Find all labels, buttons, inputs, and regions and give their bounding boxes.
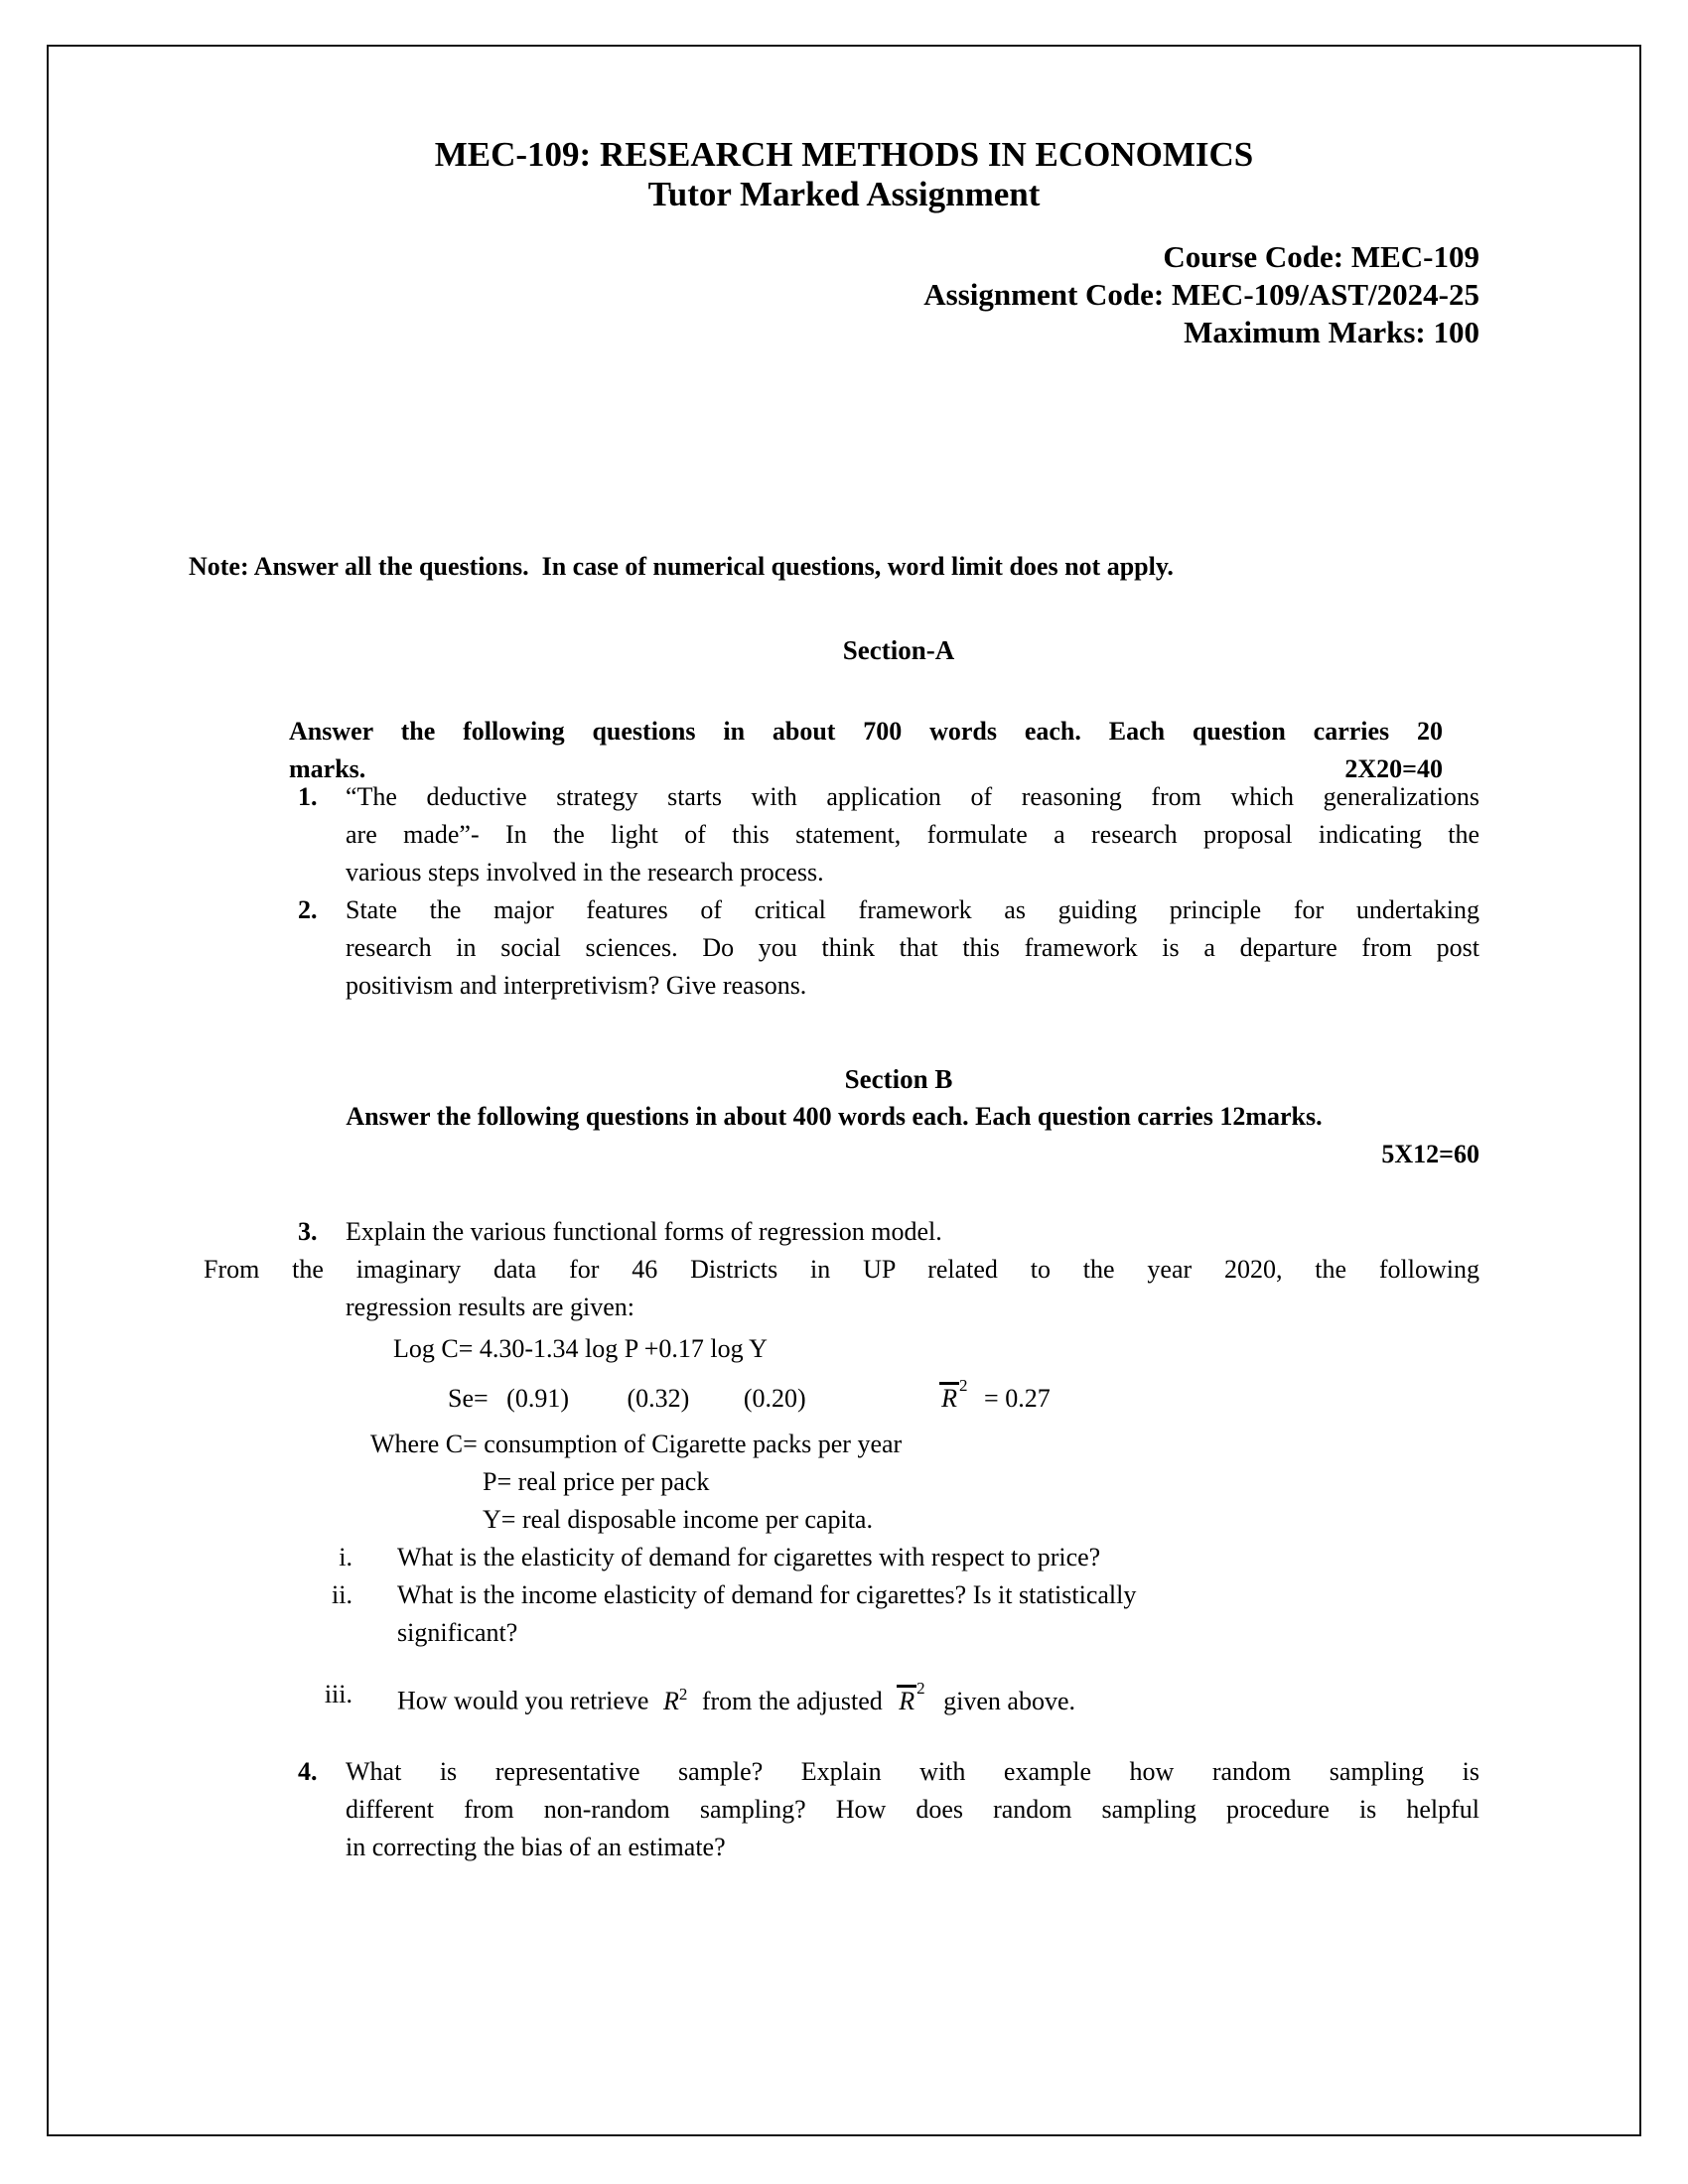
assignment-code: Assignment Code: MEC-109/AST/2024-25 <box>923 277 1479 312</box>
where-y-definition: Y= real disposable income per capita. <box>483 1505 873 1534</box>
se-value-2: (0.32) <box>627 1384 690 1413</box>
question-3-data-line2: regression results are given: <box>346 1293 634 1321</box>
question-4-line1: What is representative sample? Explain with example how random sampling is <box>346 1757 1479 1786</box>
course-code: Course Code: MEC-109 <box>1163 239 1479 274</box>
document-title-line1: MEC-109: RESEARCH METHODS IN ECONOMICS <box>434 135 1254 174</box>
subquestion-ii-line1: What is the income elasticity of demand for cigarettes? Is it statistically <box>397 1580 1137 1609</box>
r-bar-squared-symbol: R <box>941 1384 958 1413</box>
question-4-line2: different from non-random sampling? How does random sampling procedure is helpful <box>346 1795 1479 1824</box>
r-bar-squared-exponent: 2 <box>959 1376 968 1395</box>
question-4-number: 4. <box>298 1757 318 1786</box>
question-3-text: Explain the various functional forms of regression model. <box>346 1217 942 1246</box>
subquestion-ii-number: ii. <box>332 1580 352 1609</box>
question-2-line2: research in social sciences. Do you think that this framework is a departure from post <box>346 933 1479 962</box>
subquestion-iii-mid: from the adjusted <box>701 1686 883 1715</box>
question-1-line1: “The deductive strategy starts with application of reasoning from which generalizations <box>346 782 1479 811</box>
subquestion-iii-post: given above. <box>943 1686 1076 1715</box>
adjusted-r-bar-exponent: 2 <box>916 1678 925 1698</box>
r-squared-exponent: 2 <box>678 1685 688 1704</box>
where-p-definition: P= real price per pack <box>483 1467 710 1496</box>
question-3-number: 3. <box>298 1217 318 1246</box>
question-1-line2: are made”- In the light of this statement, formulate a research proposal indicating the <box>346 820 1479 849</box>
codes-block <box>923 238 1479 351</box>
r-squared-symbol: R <box>662 1686 679 1715</box>
section-a-instruction-continuation: marks. <box>289 754 366 783</box>
section-a-instruction-line1: Answer the following questions in about 700 words each. Each question carries 20 <box>289 717 1443 746</box>
subquestion-iii-pre: How would you retrieve <box>397 1686 649 1715</box>
question-1-number: 1. <box>298 782 318 811</box>
question-3-data-line1: From the imaginary data for 46 Districts in UP related to the year 2020, the following <box>204 1255 1479 1284</box>
section-b-heading: Section B <box>844 1064 953 1094</box>
section-b-instruction-line1: Answer the following questions in about 400 words each. Each question carries 12marks. <box>346 1102 1323 1131</box>
subquestion-i-number: i. <box>339 1543 352 1571</box>
note-line: Note: Answer all the questions. In case of numerical questions, word limit does not apply. <box>189 552 1174 581</box>
subquestion-i-text: What is the elasticity of demand for cigarettes with respect to price? <box>397 1543 1101 1571</box>
question-4-line3: in correcting the bias of an estimate? <box>346 1833 726 1861</box>
question-2-line3: positivism and interpretivism? Give reasons. <box>346 971 807 1000</box>
se-label: Se= <box>448 1384 489 1413</box>
adjusted-r-bar-symbol: R <box>899 1686 915 1715</box>
question-2-number: 2. <box>298 895 318 924</box>
maximum-marks: Maximum Marks: 100 <box>1184 315 1479 349</box>
standard-error-line <box>189 1376 1479 1421</box>
section-b-marks: 5X12=60 <box>1381 1140 1479 1168</box>
subquestion-ii-line2: significant? <box>397 1618 518 1647</box>
subquestion-iii-number: iii. <box>324 1680 352 1708</box>
document-title-line2: Tutor Marked Assignment <box>647 175 1041 213</box>
section-a-marks: 2X20=40 <box>1344 754 1443 783</box>
regression-equation: Log C= 4.30-1.34 log P +0.17 log Y <box>393 1334 768 1363</box>
se-value-1: (0.91) <box>506 1384 569 1413</box>
se-value-3: (0.20) <box>743 1384 806 1413</box>
r-bar-squared-value: = 0.27 <box>984 1384 1051 1413</box>
question-2-line1: State the major features of critical framework as guiding principle for undertaking <box>346 895 1479 924</box>
subquestion-iii-text <box>397 1676 1475 1723</box>
where-c-definition: Where C= consumption of Cigarette packs per year <box>370 1430 903 1458</box>
question-1-line3: various steps involved in the research process. <box>346 858 824 887</box>
section-a-heading: Section-A <box>842 635 955 665</box>
